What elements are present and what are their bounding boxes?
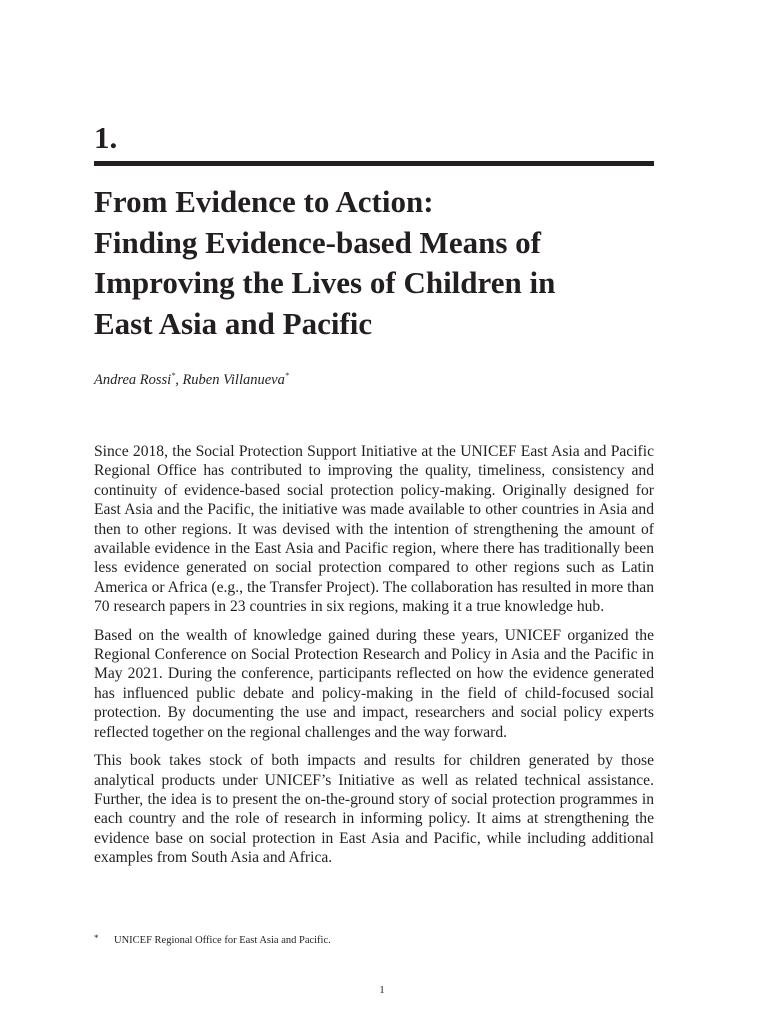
author-line xyxy=(94,369,289,391)
body-text xyxy=(94,442,654,877)
footnote xyxy=(94,930,331,949)
author-footnote-mark: * xyxy=(284,371,289,380)
body-paragraph: This book takes stock of both impacts and results for children generated by those analytical products under UNICEF’s Initiative as well as related technical assistance. Further, the idea is to present the on-the-ground story of social protection programmes in each country and the role of research in informing policy. It aims at strengthening the evidence base on social protection in East Asia and Pacific, while including additional examples from South Asia and Africa. xyxy=(94,752,654,867)
footnote-mark: * xyxy=(94,933,99,943)
chapter-title-line: Finding Evidence-based Means of xyxy=(94,224,541,260)
chapter-title-line: East Asia and Pacific xyxy=(94,305,373,341)
author-footnote-mark: * xyxy=(171,371,176,380)
chapter-number: 1. xyxy=(94,120,118,155)
body-paragraph: Since 2018, the Social Protection Support Initiative at the UNICEF East Asia and Pacific Regional Office has contributed to improving the quality, timeliness, consistency and continuity of evidence-based social protection policy-making. Originally designed for East Asia and the Pacific, the initiative was made available to other countries in Asia and then to other regions. It was devised with the intention of strengthening the amount of available evidence in the East Asia and Pacific region, where there has traditionally been less evidence generated on social protection compared to other regions such as Latin America or Africa (e.g., the Transfer Project). The collaboration has resulted in more than 70 research papers in 23 countries in six regions, making it a true knowledge hub. xyxy=(94,443,654,616)
chapter-title-line: From Evidence to Action: xyxy=(94,184,434,219)
document-page xyxy=(94,0,654,1024)
chapter-title-line: Improving the Lives of Children in xyxy=(94,265,556,300)
footnote-text: UNICEF Regional Office for East Asia and Pacific. xyxy=(114,935,331,946)
author-name: Andrea Rossi xyxy=(94,372,172,388)
author-name: Ruben Villanueva xyxy=(182,372,285,388)
chapter-title xyxy=(94,182,669,344)
page-number: 1 xyxy=(379,984,385,996)
author-separator: , xyxy=(175,372,183,388)
body-paragraph: Based on the wealth of knowledge gained during these years, UNICEF organized the Regional Conference on Social Protection Research and Policy in Asia and the Pacific in May 2021. During the conference, participants reflected on how the evidence generated has influenced public debate and policy-making in the field of child-focused social protection. By documenting the use and impact, researchers and social policy experts reflected together on the regional challenges and the way forward. xyxy=(94,626,654,741)
chapter-rule xyxy=(94,161,654,166)
